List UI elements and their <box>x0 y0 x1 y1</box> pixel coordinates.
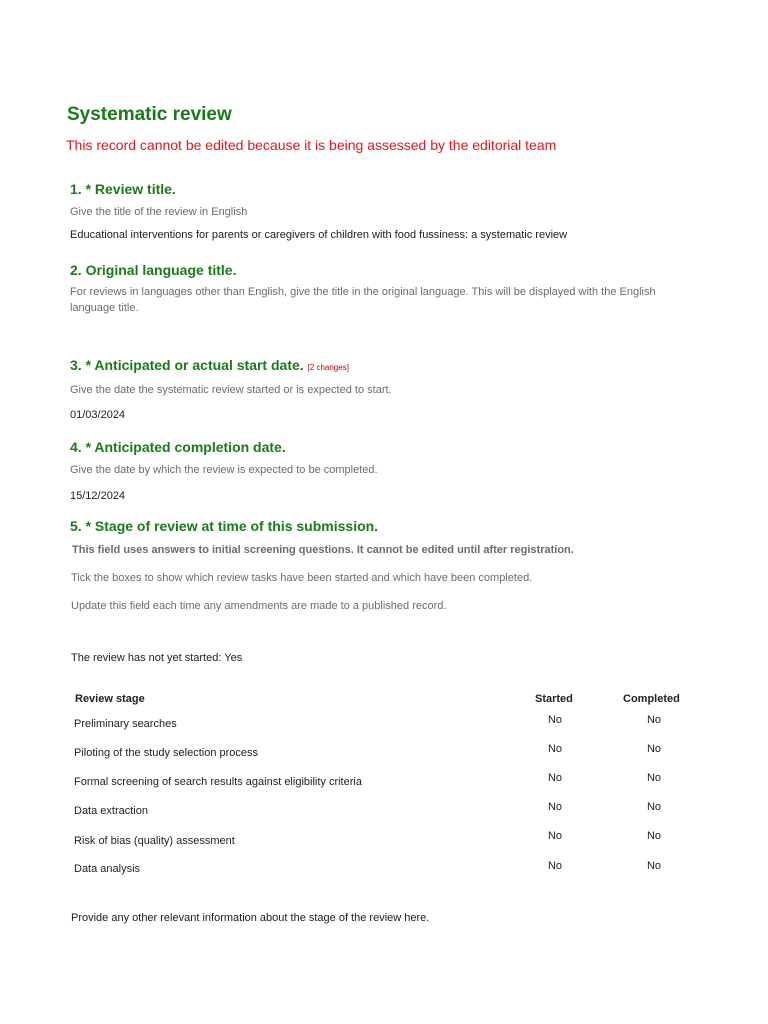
edit-warning: This record cannot be edited because it is being assessed by the editorial team <box>66 137 557 153</box>
q1-hint: Give the title of the review in English <box>70 206 248 218</box>
q3-heading: 3. * Anticipated or actual start date. <box>70 357 304 373</box>
q5-not-started: The review has not yet started: Yes <box>71 652 243 664</box>
q3-heading-row <box>70 357 349 373</box>
completed-value: No <box>646 743 662 755</box>
started-value: No <box>547 772 563 784</box>
q5-heading: 5. * Stage of review at time of this submission. <box>70 518 379 534</box>
completed-value: No <box>646 830 662 842</box>
q3-hint: Give the date the systematic review started or is expected to start. <box>70 384 392 396</box>
q5-hint-update: Update this field each time any amendments are made to a published record. <box>71 600 447 612</box>
completed-value: No <box>646 714 662 726</box>
stage-label: Data analysis <box>74 863 141 875</box>
stage-label: Preliminary searches <box>74 718 177 730</box>
started-value: No <box>547 801 563 813</box>
started-value: No <box>547 714 563 726</box>
stage-label: Data extraction <box>74 805 148 817</box>
q5-other-info: Provide any other relevant information about the stage of the review here. <box>71 912 430 924</box>
completed-value: No <box>646 801 662 813</box>
q2-hint: For reviews in languages other than English, give the title in the original language. This will be displayed with the English language title. <box>70 286 656 314</box>
q4-heading: 4. * Anticipated completion date. <box>70 439 286 455</box>
q4-answer: 15/12/2024 <box>70 490 126 502</box>
q3-changes-link[interactable]: [2 changes] <box>307 363 349 372</box>
q2-heading: 2. Original language title. <box>70 262 237 278</box>
q1-heading: 1. * Review title. <box>70 181 176 197</box>
completed-value: No <box>646 860 662 872</box>
started-value: No <box>547 743 563 755</box>
table-header-stage: Review stage <box>75 693 145 705</box>
started-value: No <box>547 830 563 842</box>
completed-value: No <box>646 772 662 784</box>
q5-screening-note: This field uses answers to initial screening questions. It cannot be edited until after registration. <box>72 544 574 556</box>
started-value: No <box>547 860 563 872</box>
q3-answer: 01/03/2024 <box>70 409 126 421</box>
q4-hint: Give the date by which the review is expected to be completed. <box>70 464 378 476</box>
q5-hint-tick: Tick the boxes to show which review tasks have been started and which have been completed. <box>71 572 533 584</box>
page-title: Systematic review <box>67 104 232 125</box>
table-header-completed: Completed <box>623 693 680 705</box>
stage-label: Formal screening of search results against eligibility criteria <box>74 776 362 788</box>
stage-label: Piloting of the study selection process <box>74 747 259 759</box>
table-header-started: Started <box>535 693 573 705</box>
q1-answer: Educational interventions for parents or caregivers of children with food fussiness: a systematic review <box>70 229 568 241</box>
stage-label: Risk of bias (quality) assessment <box>74 835 235 847</box>
